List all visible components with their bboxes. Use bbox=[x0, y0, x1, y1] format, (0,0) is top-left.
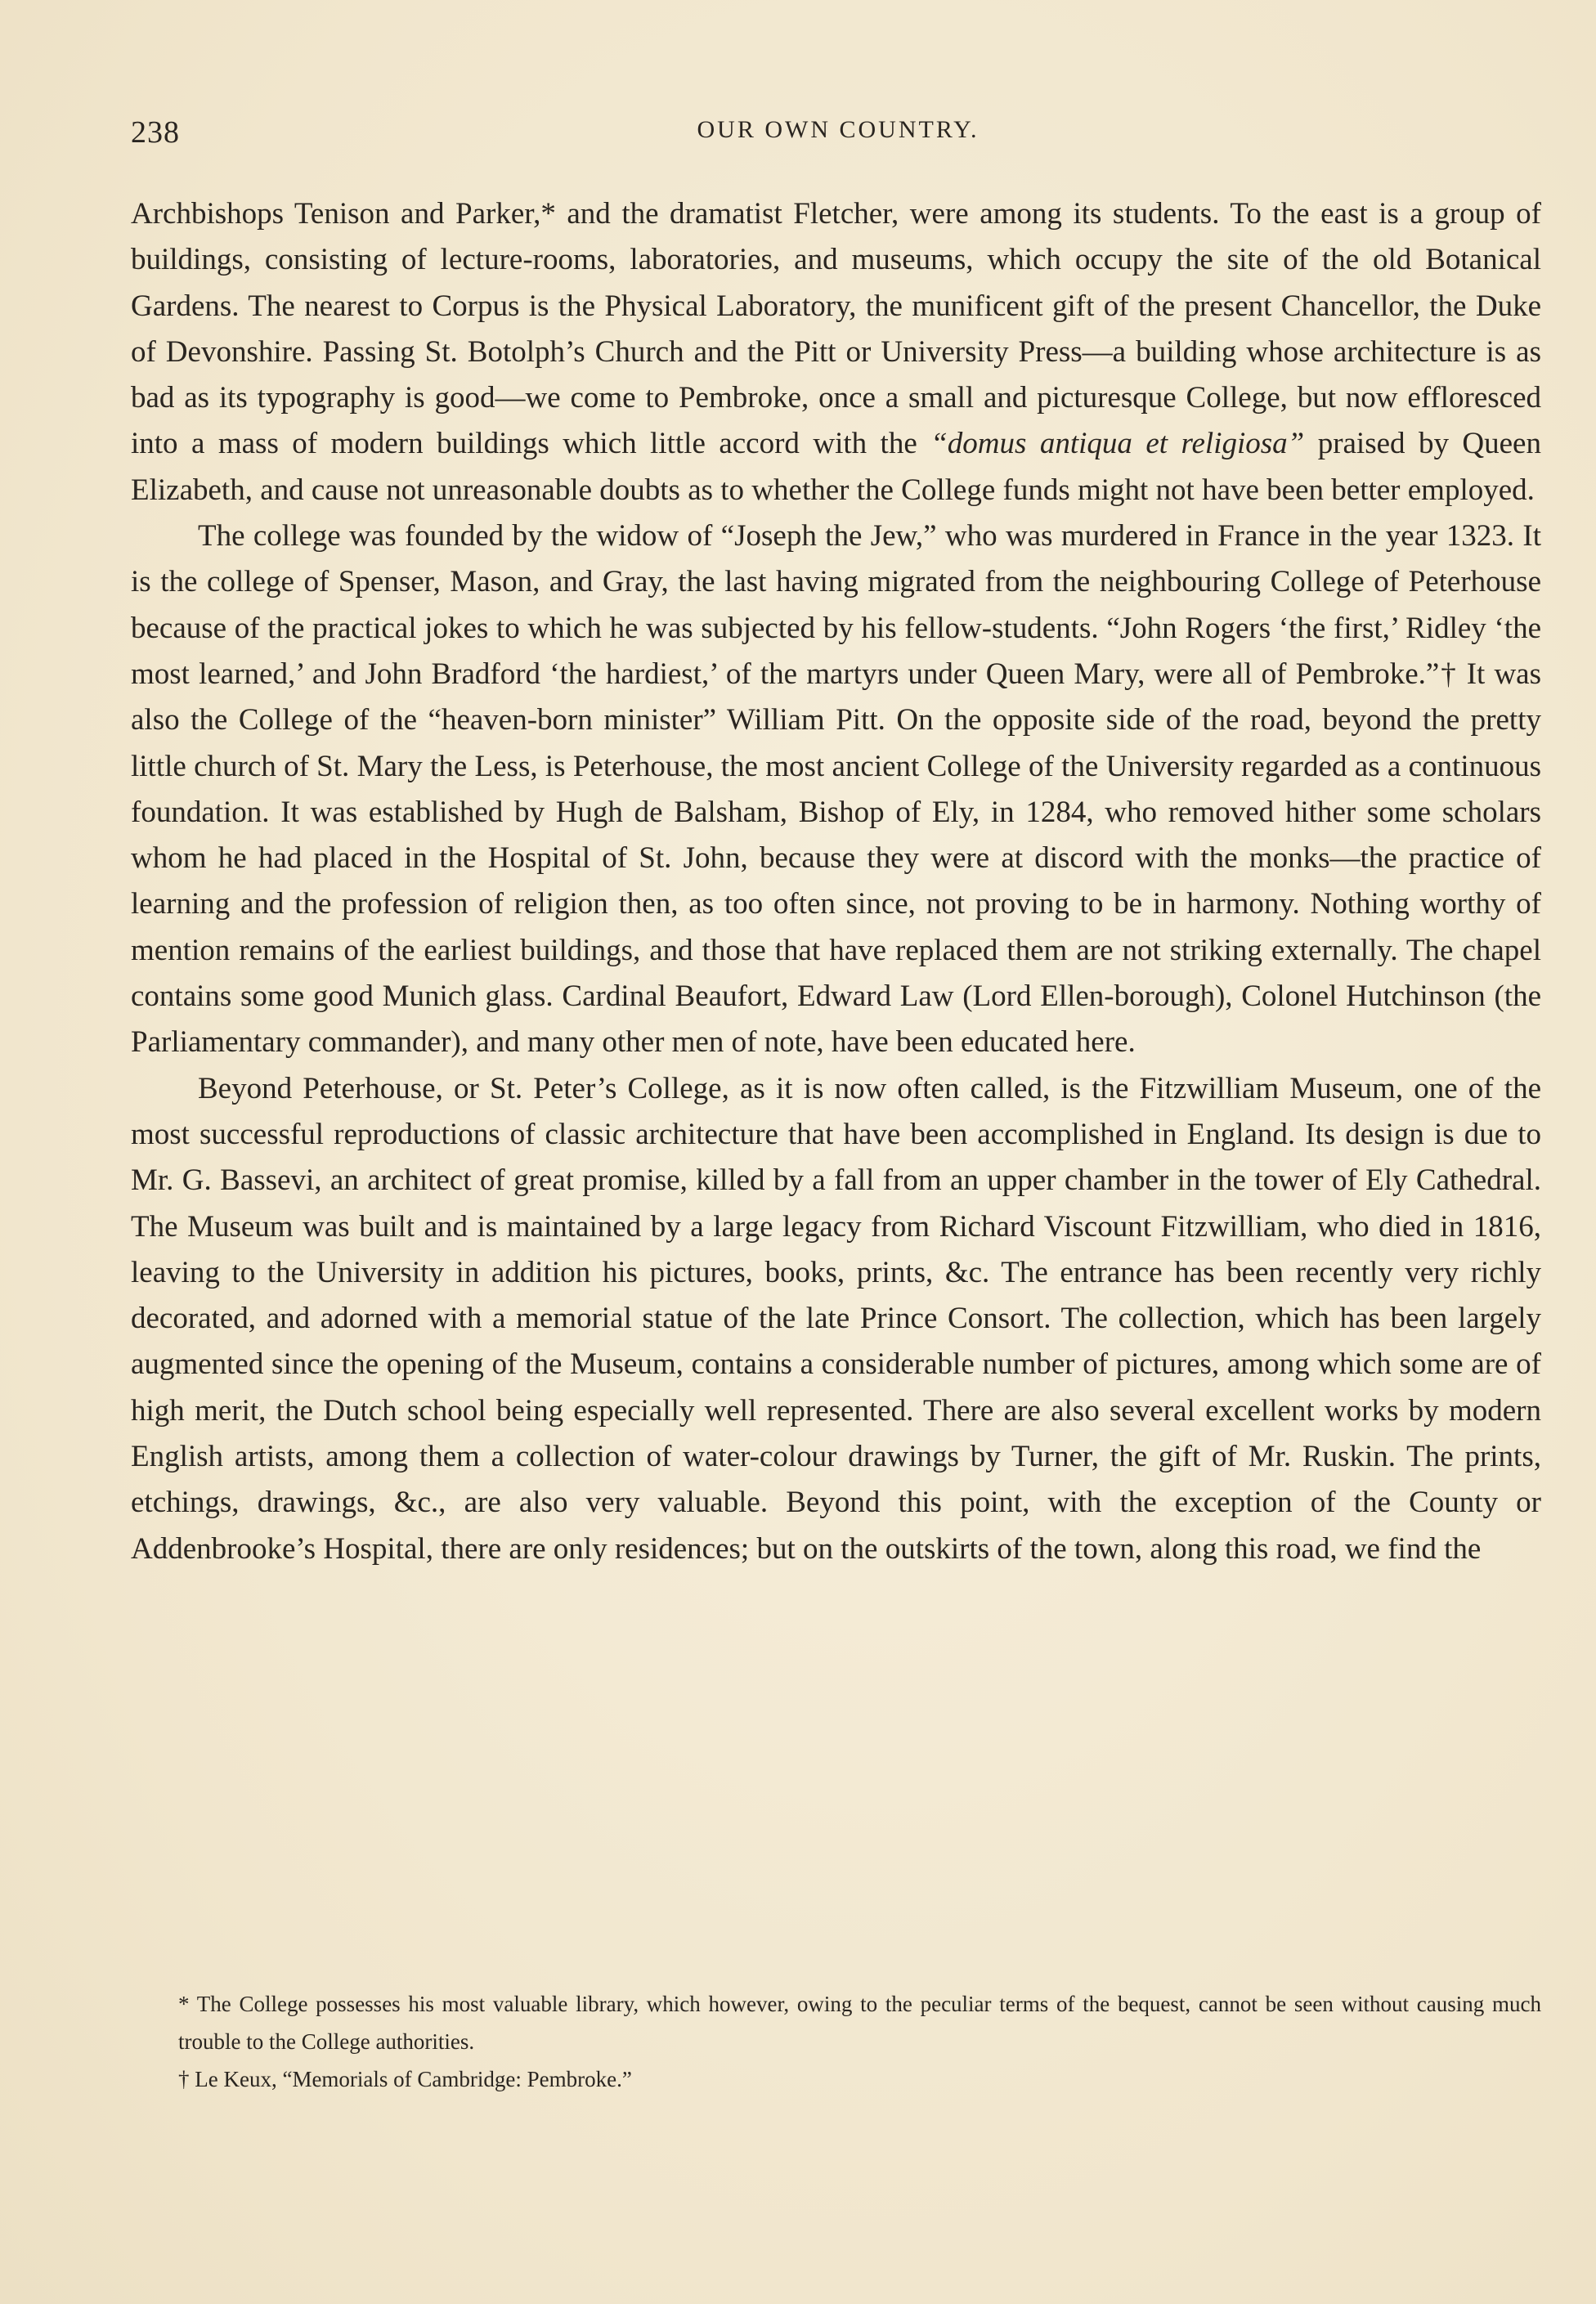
footnote-area bbox=[178, 1985, 1541, 2098]
paragraph-1 bbox=[131, 191, 1541, 513]
page-number: 238 bbox=[131, 115, 180, 150]
paragraph-2: The college was founded by the widow of “Joseph the Jew,” who was murdered in France in the year 1323. It is the college of Spenser, Mason, and Gray, the last having migrated from the neighbouring College of Peterhouse because of the practical jokes to which he was subjected by his fellow-students. “John Rogers ‘the first,’ Ridley ‘the most learned,’ and John Bradford ‘the hardiest,’ of the martyrs under Queen Mary, were all of Pembroke.”† It was also the College of the “heaven-born minister” William Pitt. On the opposite side of the road, beyond the pretty little church of St. Mary the Less, is Peterhouse, the most ancient College of the University regarded as a continuous foundation. It was established by Hugh de Balsham, Bishop of Ely, in 1284, who removed hither some scholars whom he had placed in the Hospital of St. John, because they were at discord with the monks—the practice of learning and the profession of religion then, as too often since, not proving to be in harmony. Nothing worthy of mention remains of the earliest buildings, and those that have replaced them are not striking externally. The chapel contains some good Munich glass. Cardinal Beaufort, Edward Law (Lord Ellen-borough), Colonel Hutchinson (the Parliamentary commander), and many other men of note, have been educated here. bbox=[131, 519, 1541, 1060]
running-head: OUR OWN COUNTRY. bbox=[697, 116, 980, 143]
paragraph-3: Beyond Peterhouse, or St. Peter’s College, as it is now often called, is the Fitzwilliam Museum, one of the most successful reproductions of classic architecture that have been accomplished in England. Its design is due to Mr. G. Bassevi, an architect of great promise, killed by a fall from an upper chamber in the tower of Ely Cathedral. The Museum was built and is maintained by a large legacy from Richard Viscount Fitzwilliam, who died in 1816, leaving to the University in addition his pictures, books, prints, &c. The entrance has been recently very richly decorated, and adorned with a memorial statue of the late Prince Consort. The collection, which has been largely augmented since the opening of the Museum, contains a considerable number of pictures, among which some are of high merit, the Dutch school being especially well represented. There are also several excellent works by modern English artists, among them a collection of water-colour drawings by Turner, the gift of Mr. Ruskin. The prints, etchings, drawings, &c., are also very valuable. Beyond this point, with the exception of the County or Addenbrooke’s Hospital, there are only residences; but on the outskirts of the town, along this road, we find the bbox=[131, 1071, 1541, 1566]
latin-quotation: “domus antiqua et religiosa” bbox=[930, 427, 1305, 461]
paragraph-1-text-b: praised by Queen Elizabeth, and cause not unreasonable doubts as to whether the College funds might not have been better employed. bbox=[131, 427, 1541, 507]
paragraph-1-text-a: Archbishops Tenison and Parker,* and the dramatist Fletcher, were among its students. To the east is a group of buildings, consisting of lecture-rooms, laboratories, and museums, which occupy the site of the old Botanical Gardens. The nearest to Corpus is the Physical Laboratory, the munificent gift of the present Chancellor, the Duke of Devonshire. Passing St. Botolph’s Church and the Pitt or University Press—a building whose architecture is as bad as its typography is good—we come to Pembroke, once a small and picturesque College, but now effloresced into a mass of modern buildings which little accord with the bbox=[131, 197, 1541, 461]
page-header bbox=[131, 114, 1545, 155]
footnote-2: † Le Keux, “Memorials of Cambridge: Pembroke.” bbox=[178, 2067, 632, 2091]
body-text bbox=[131, 191, 1541, 1572]
footnote-1: * The College possesses his most valuable library, which however, owing to the peculiar terms of the bequest, cannot be seen without causing much trouble to the College authorities. bbox=[178, 1992, 1541, 2054]
